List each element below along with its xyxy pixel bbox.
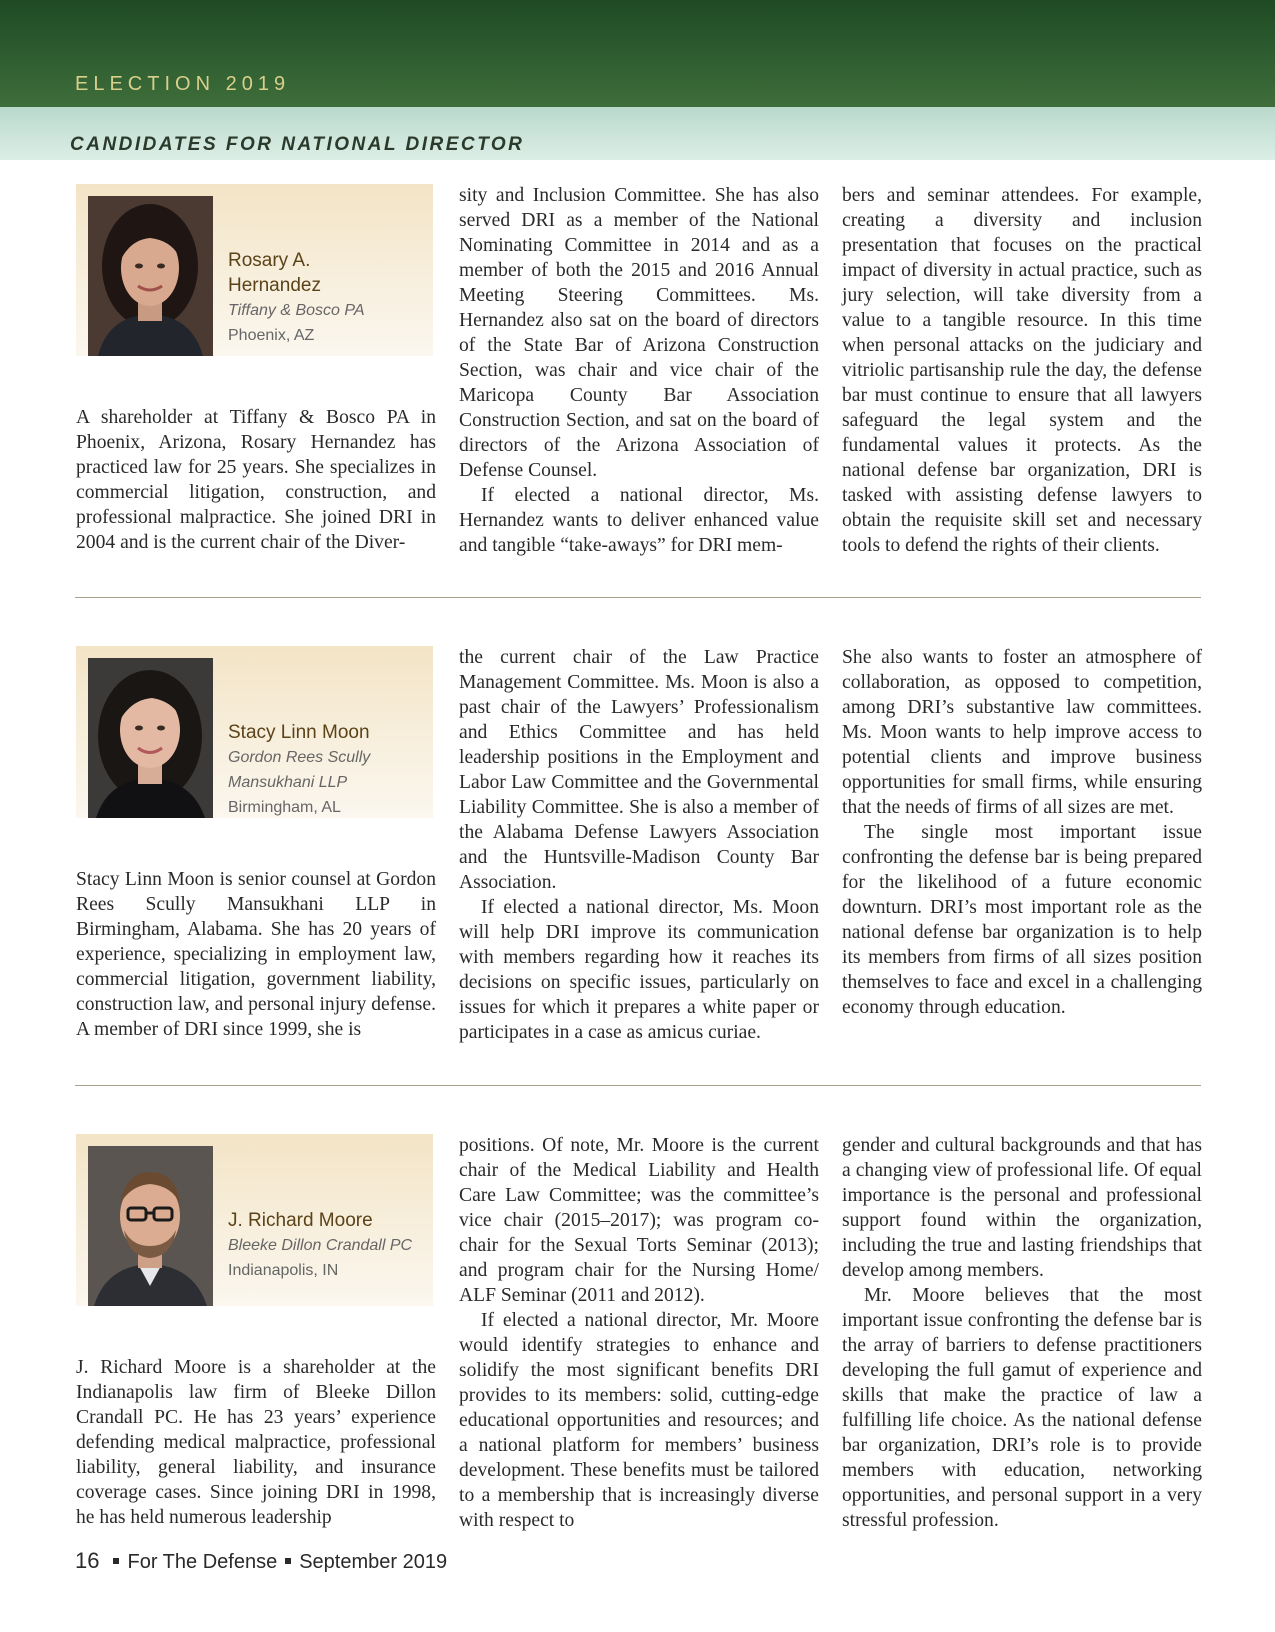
section-kicker: ELECTION 2019 xyxy=(75,73,291,95)
candidate-firm: Bleeke Dillon Crandall PC xyxy=(228,1237,413,1254)
bio-paragraph: gender and cultural backgrounds and that has a changing view of professional life. Of equal importance is the personal and professional support found within the organization, including the true and lasting friendships that develop among members. xyxy=(842,1135,1202,1281)
bio-paragraph: Mr. Moore believes that the most important issue confronting the defense bar is the array of barriers to defense practitioners developing the full gamut of experience and skills that make the practice of law a fulfilling life choice. As the national defense bar organization, DRI’s role is to provide members with education, networking opportunities, and personal support in a very stressful profession. xyxy=(842,1285,1202,1531)
section-divider xyxy=(75,597,1201,598)
bio-middle-column xyxy=(459,645,819,1045)
bio-paragraph: the current chair of the Law Practice Management Committee. Ms. Moon is also a past chair of the Lawyers’ Professionalism and Ethics Committee and has held leadership positions in the Employment and Labor Law Committee and the Governmental Liability Committee. She is also a member of the Alabama Defense Lawyers Association and the Huntsville-Madison County Bar Association. xyxy=(459,647,819,893)
publication-name: For The Defense xyxy=(127,1551,278,1573)
candidate-info xyxy=(228,720,370,820)
candidate-city: Phoenix, AZ xyxy=(228,327,315,344)
candidate-firm: Mansukhani LLP xyxy=(228,774,348,791)
bio-right-column xyxy=(842,645,1202,1020)
bio-paragraph: J. Richard Moore is a shareholder at the Indianapolis law firm of Bleeke Dillon Crandall PC. He has 23 years’ experience defending medical malpractice, professional liability, general liability, and insurance coverage cases. Since joining DRI in 1998, he has held numerous leadership xyxy=(76,1357,436,1528)
bio-right-column xyxy=(842,1133,1202,1533)
bio-paragraph: The single most important issue confronting the defense bar is being prepared for the likelihood of a future economic downturn. DRI’s most important role as the national defense bar organization is to help its members from firms of all sizes position themselves to face and excel in a challenging economy through education. xyxy=(842,822,1202,1018)
candidate-city: Birmingham, AL xyxy=(228,799,341,816)
bio-middle-column xyxy=(459,183,819,558)
bio-paragraph: If elected a national director, Ms. Hernandez wants to deliver enhanced value and tangible “take-aways” for DRI mem- xyxy=(459,485,819,556)
bio-lead-column xyxy=(76,867,436,1042)
candidate-name: Rosary A. xyxy=(228,250,311,271)
candidate-firm: Tiffany & Bosco PA xyxy=(228,302,365,319)
candidate-name: Hernandez xyxy=(228,275,321,296)
bio-paragraph: bers and seminar attendees. For example, creating a diversity and inclusion presentation that focuses on the practical impact of diversity in actual practice, such as jury selection, will take diversity from a value to a tangible resource. In this time when personal attacks on the judiciary and vitriolic partisanship rule the day, the defense bar must continue to ensure that all lawyers safeguard the legal system and the fundamental values it protects. As the national defense bar organization, DRI is tasked with assisting defense lawyers to obtain the requisite skill set and necessary tools to defend the rights of their clients. xyxy=(842,185,1202,556)
candidate-name: J. Richard Moore xyxy=(228,1210,373,1231)
candidate-info xyxy=(228,1208,412,1283)
bio-middle-column xyxy=(459,1133,819,1533)
bio-lead-column xyxy=(76,1355,436,1530)
candidate-info xyxy=(228,248,365,348)
page-subtitle: CANDIDATES FOR NATIONAL DIRECTOR xyxy=(70,134,525,155)
bio-lead-column xyxy=(76,405,436,555)
bio-paragraph: sity and Inclusion Committee. She has also served DRI as a member of the National Nominating Committee in 2014 and as a member of both the 2015 and 2016 Annual Meeting Steering Committees. Ms. Hernandez also sat on the board of directors of the State Bar of Arizona Construction Section, was chair and vice chair of the Maricopa County Bar Association Construction Section, and sat on the board of directors of the Arizona Association of Defense Counsel. xyxy=(459,185,819,481)
candidate-photo-moore xyxy=(88,1146,213,1306)
page-number: 16 xyxy=(75,1548,100,1573)
bio-paragraph: If elected a national director, Ms. Moon will help DRI improve its communication with members regarding how it reaches its decisions on specific issues, particularly on issues for which it prepares a white paper or participates in a case as amicus curiae. xyxy=(459,897,819,1043)
bio-paragraph: She also wants to foster an atmosphere of collaboration, as opposed to competition, among DRI’s substantive law committees. Ms. Moon wants to help improve access to potential clients and improve business opportunities for small firms, while ensuring that the needs of firms of all sizes are met. xyxy=(842,647,1202,818)
separator-square-icon xyxy=(285,1558,291,1564)
bio-right-column xyxy=(842,183,1202,558)
candidate-city: Indianapolis, IN xyxy=(228,1262,339,1279)
candidate-card xyxy=(76,1134,433,1306)
candidate-card xyxy=(76,646,433,818)
candidate-photo-moon xyxy=(88,658,213,818)
page-footer xyxy=(75,1548,447,1574)
bio-paragraph: If elected a national director, Mr. Moore would identify strategies to enhance and solidify the most significant benefits DRI provides to its members: solid, cutting-edge educational opportunities and resources; and a national platform for members’ business development. These benefits must be tailored to a membership that is increasingly diverse with respect to xyxy=(459,1310,819,1531)
bio-paragraph: Stacy Linn Moon is senior counsel at Gordon Rees Scully Mansukhani LLP in Birmingham, Alabama. She has 20 years of experience, specializing in employment law, commercial litigation, government liability, construction law, and personal injury defense. A member of DRI since 1999, she is xyxy=(76,869,436,1040)
separator-square-icon xyxy=(113,1558,119,1564)
candidate-card xyxy=(76,184,433,356)
candidate-photo-hernandez xyxy=(88,196,213,356)
candidate-firm: Gordon Rees Scully xyxy=(228,749,371,766)
bio-paragraph: A shareholder at Tiffany & Bosco PA in Phoenix, Arizona, Rosary Hernandez has practiced law for 25 years. She specializes in commercial litigation, construction, and professional malpractice. She joined DRI in 2004 and is the current chair of the Diver- xyxy=(76,407,436,553)
section-divider xyxy=(75,1085,1201,1086)
issue-date: September 2019 xyxy=(299,1551,448,1573)
candidate-name: Stacy Linn Moon xyxy=(228,722,370,743)
bio-paragraph: positions. Of note, Mr. Moore is the current chair of the Medical Liability and Health Care Law Committee; was the committee’s vice chair (2015–2017); was program co-chair for the Sexual Torts Seminar (2013); and program chair for the Nursing Home/ ALF Seminar (2011 and 2012). xyxy=(459,1135,819,1306)
